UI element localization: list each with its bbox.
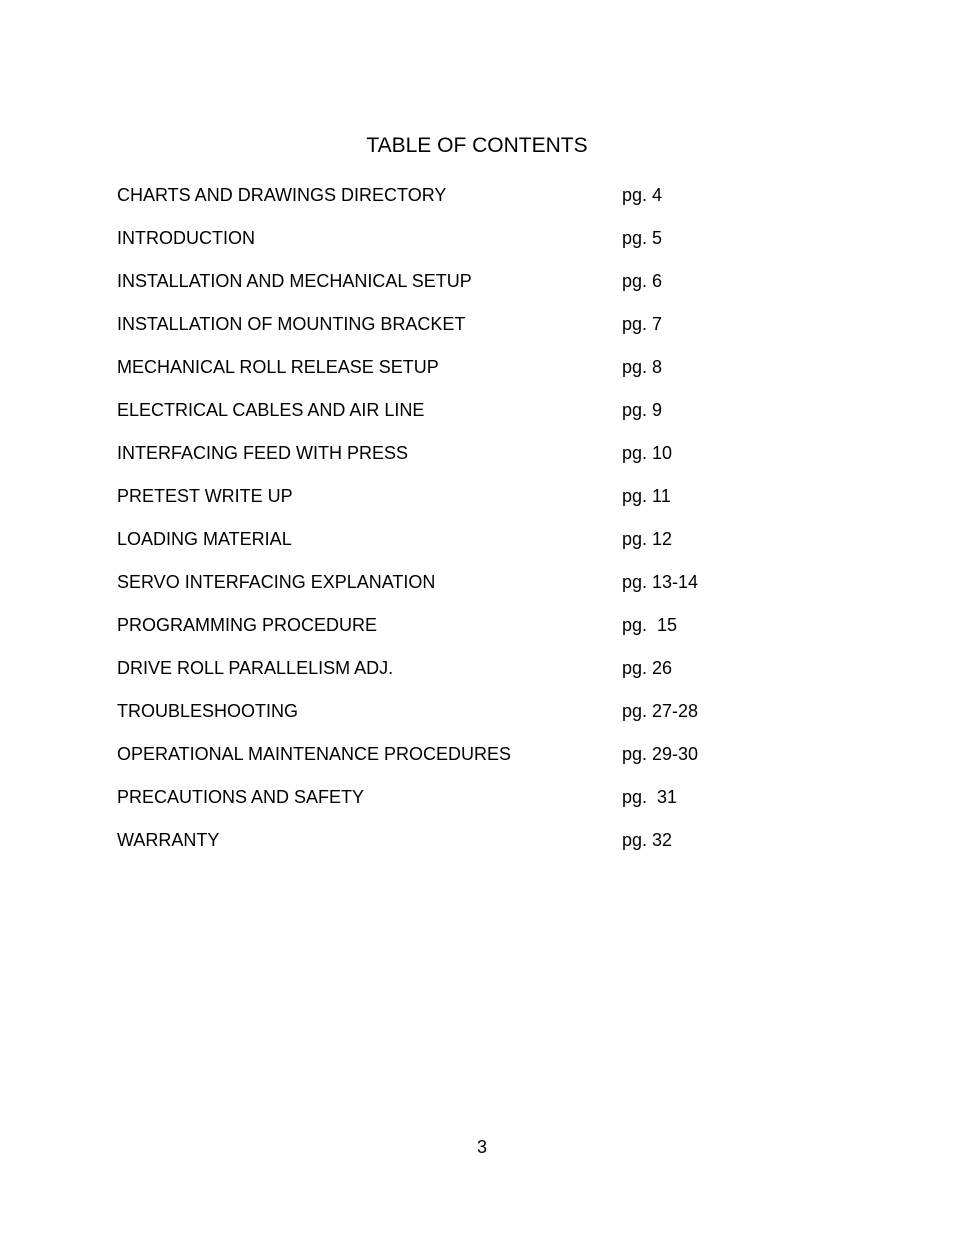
toc-entry-title: WARRANTY <box>117 830 220 850</box>
toc-entry-title: SERVO INTERFACING EXPLANATION <box>117 572 436 592</box>
toc-entry-title: PRECAUTIONS AND SAFETY <box>117 787 365 807</box>
toc-entry-page: pg. 7 <box>622 314 663 334</box>
toc-entry-page: pg. 26 <box>622 658 673 678</box>
toc-entry-mechanical-roll-release-setup <box>117 354 757 397</box>
toc-entry-title: INTRODUCTION <box>117 228 255 248</box>
toc-entry-operational-maintenance-procedures <box>117 741 757 784</box>
toc-entry-electrical-cables-and-air-line <box>117 397 757 440</box>
toc-entry-charts-and-drawings-directory <box>117 182 757 225</box>
toc-entry-precautions-and-safety <box>117 784 757 827</box>
toc-entry-title: ELECTRICAL CABLES AND AIR LINE <box>117 400 425 420</box>
page-title: TABLE OF CONTENTS <box>366 134 588 157</box>
toc-entry-page: pg. 11 <box>622 486 671 506</box>
toc-entry-page: pg. 27-28 <box>622 701 699 721</box>
toc-entry-title: INTERFACING FEED WITH PRESS <box>117 443 409 463</box>
toc-entry-warranty <box>117 827 757 870</box>
toc-entry-title: TROUBLESHOOTING <box>117 701 299 721</box>
toc-entry-page: pg. 6 <box>622 271 663 291</box>
toc-entry-page: pg. 12 <box>622 529 673 549</box>
toc-entry-page: pg. 32 <box>622 830 673 850</box>
toc-entry-programming-procedure <box>117 612 757 655</box>
toc-entry-pretest-write-up <box>117 483 757 526</box>
toc-entry-title: INSTALLATION OF MOUNTING BRACKET <box>117 314 466 334</box>
toc-entry-title: DRIVE ROLL PARALLELISM ADJ. <box>117 658 394 678</box>
page-number: 3 <box>476 1137 487 1157</box>
toc-entry-title: PRETEST WRITE UP <box>117 486 293 506</box>
toc-entry-servo-interfacing-explanation <box>117 569 757 612</box>
toc-entry-title: LOADING MATERIAL <box>117 529 292 549</box>
toc-entry-title: INSTALLATION AND MECHANICAL SETUP <box>117 271 472 291</box>
toc-entry-page: pg. 31 <box>622 787 678 807</box>
toc-entry-loading-material <box>117 526 757 569</box>
toc-entry-title: PROGRAMMING PROCEDURE <box>117 615 378 635</box>
toc-entry-title: CHARTS AND DRAWINGS DIRECTORY <box>117 185 447 205</box>
toc-entry-page: pg. 5 <box>622 228 663 248</box>
toc-entry-page: pg. 10 <box>622 443 673 463</box>
toc-entry-interfacing-feed-with-press <box>117 440 757 483</box>
table-of-contents <box>117 182 757 870</box>
toc-entry-page: pg. 8 <box>622 357 663 377</box>
toc-entry-page: pg. 4 <box>622 185 663 205</box>
toc-entry-title: MECHANICAL ROLL RELEASE SETUP <box>117 357 439 377</box>
toc-entry-title: OPERATIONAL MAINTENANCE PROCEDURES <box>117 744 512 764</box>
toc-entry-installation-of-mounting-bracket <box>117 311 757 354</box>
toc-entry-page: pg. 13-14 <box>622 572 699 592</box>
toc-entry-troubleshooting <box>117 698 757 741</box>
toc-entry-drive-roll-parallelism-adj <box>117 655 757 698</box>
toc-entry-introduction <box>117 225 757 268</box>
toc-entry-page: pg. 15 <box>622 615 678 635</box>
toc-entry-installation-and-mechanical-setup <box>117 268 757 311</box>
toc-entry-page: pg. 9 <box>622 400 663 420</box>
toc-entry-page: pg. 29-30 <box>622 744 699 764</box>
